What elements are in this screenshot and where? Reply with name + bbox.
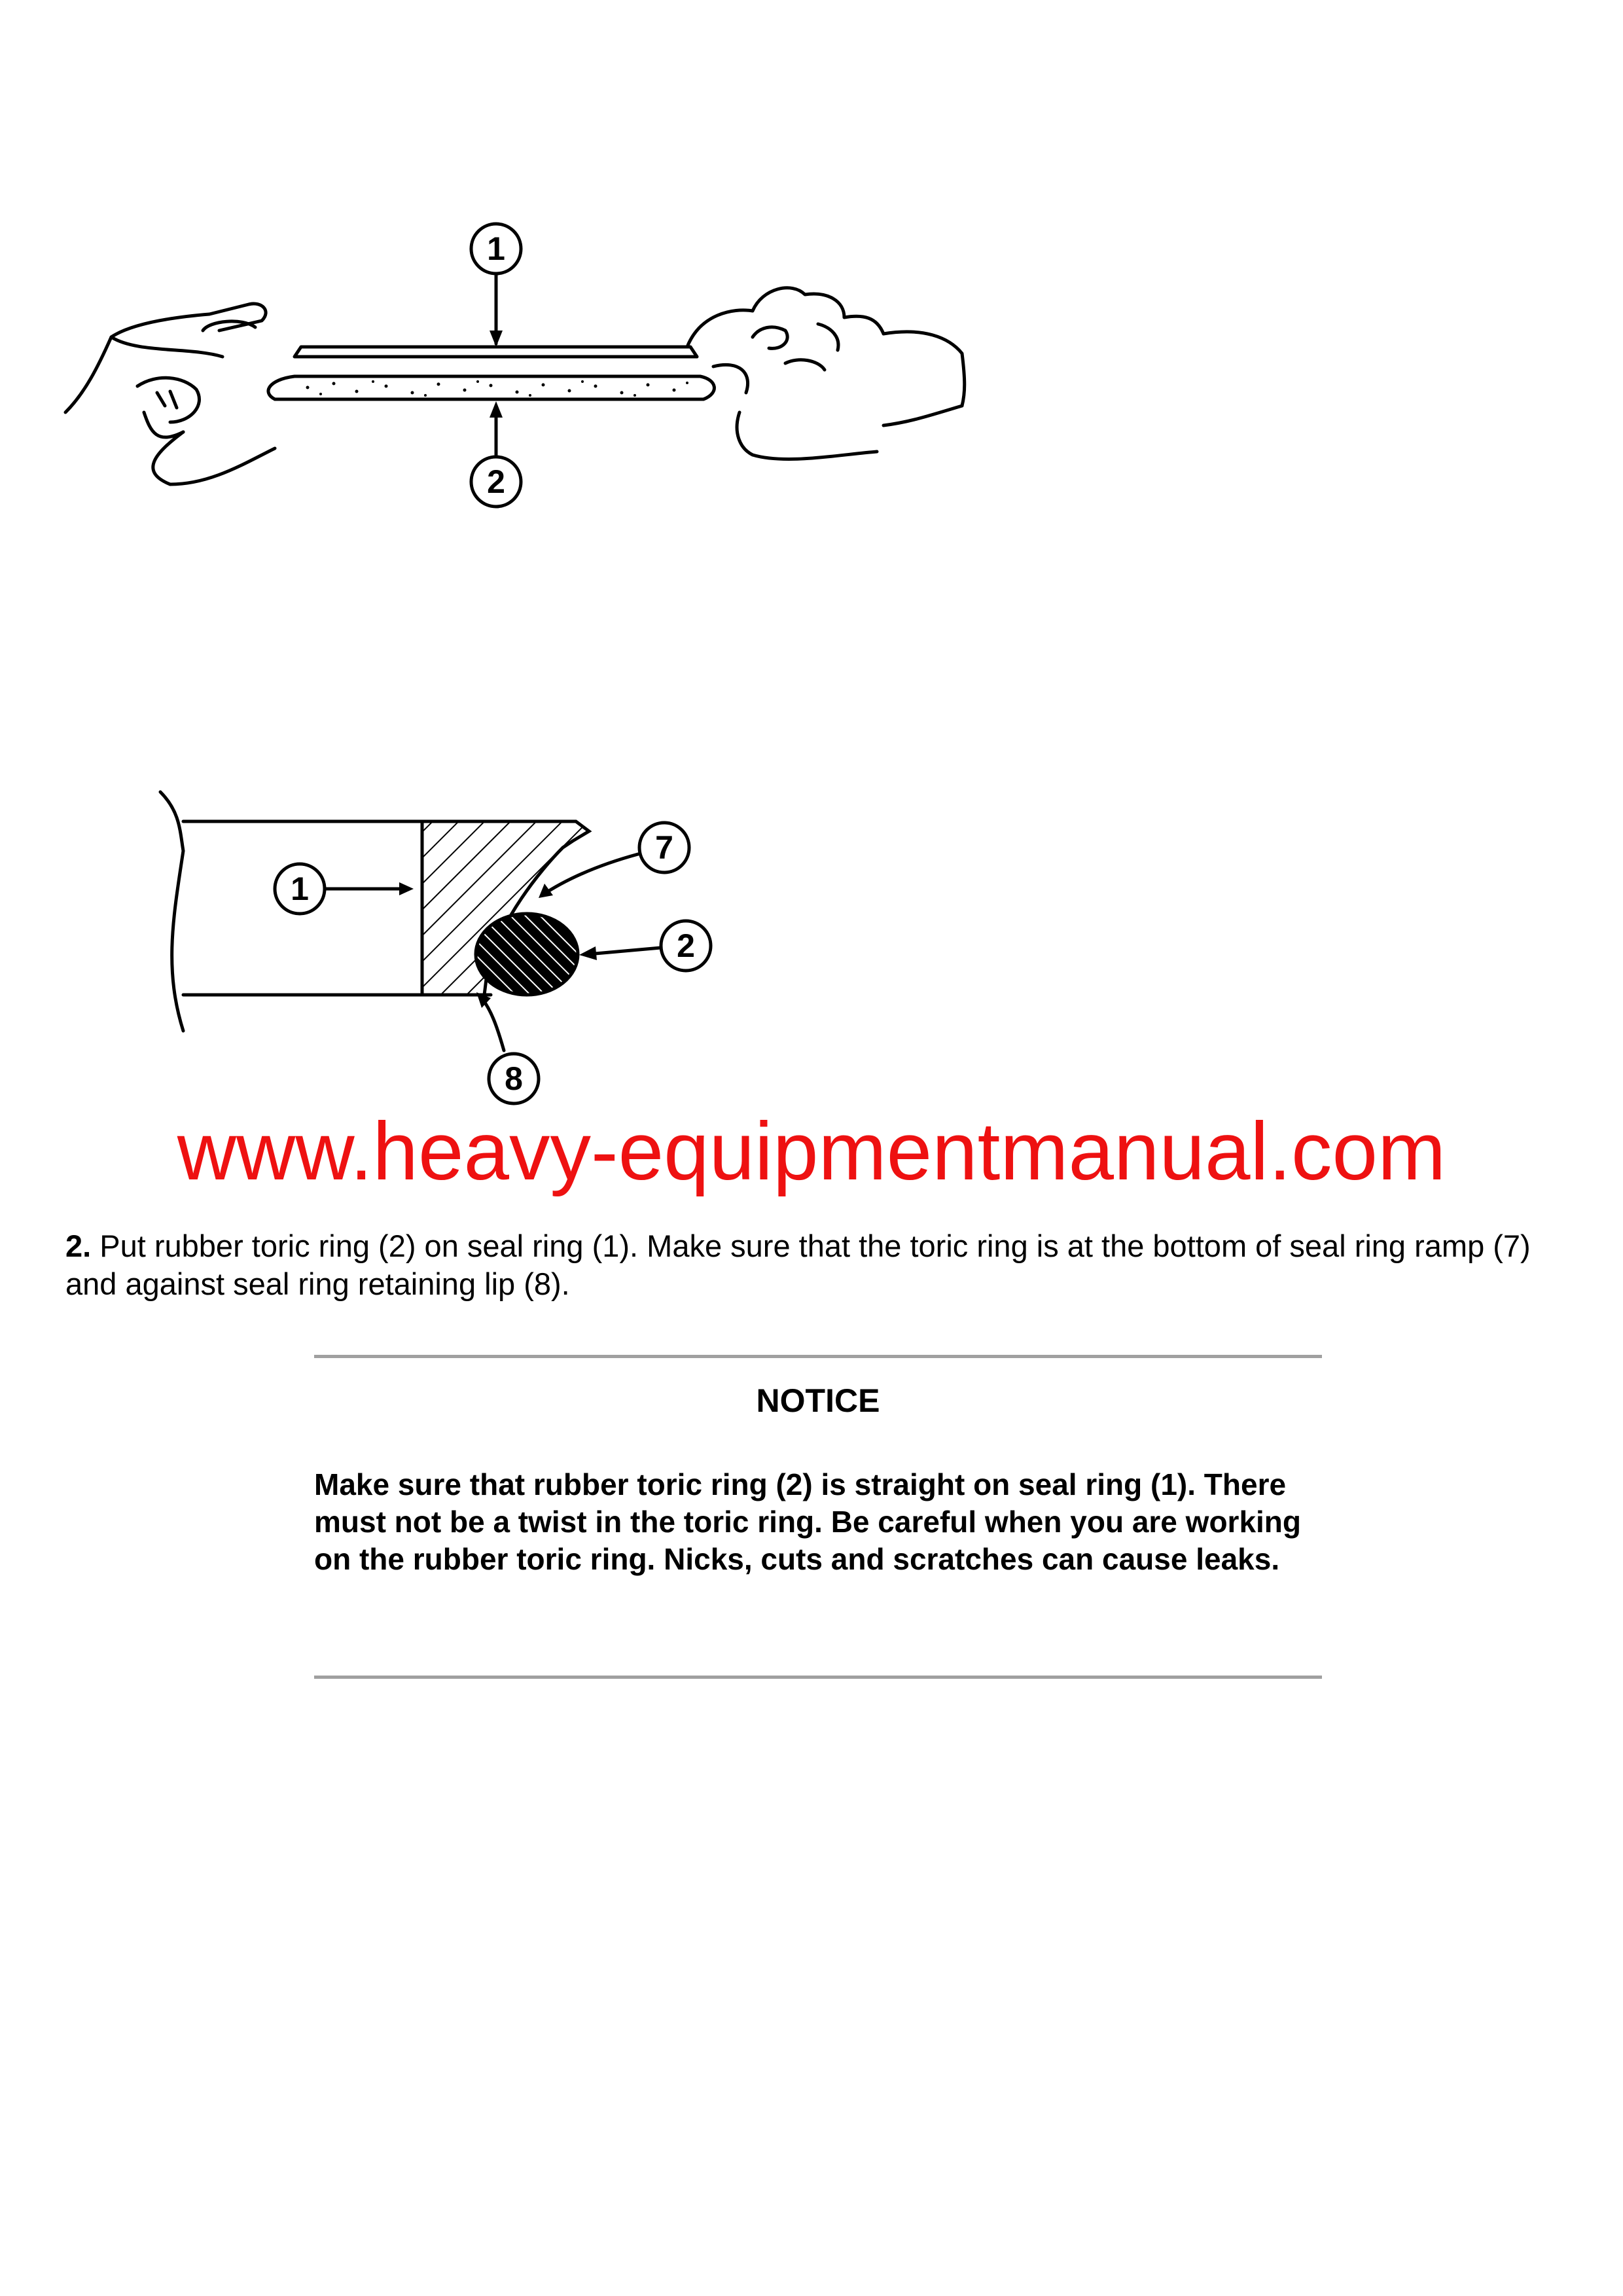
arrow-to-seal-ring [490, 331, 503, 347]
callout-label: 1 [487, 230, 505, 267]
callout-label: 1 [291, 870, 309, 907]
right-hand-outline [687, 288, 965, 406]
step-number: 2. [65, 1229, 92, 1263]
callout-1 [275, 864, 325, 914]
notice-bottom-divider [314, 1676, 1322, 1679]
callout-label: 7 [655, 829, 673, 866]
seal-ring [294, 347, 697, 357]
callout-8 [489, 1054, 539, 1103]
callout-label: 2 [677, 927, 695, 964]
callout-2 [661, 921, 711, 971]
step-text: Put rubber toric ring (2) on seal ring (1). Make sure that the toric ring is at the bottom of seal ring ramp (7) and against seal ring retaining lip (8). [65, 1229, 1531, 1301]
callout-1 [471, 224, 521, 274]
callout-label: 8 [505, 1060, 523, 1097]
seal-ring-illustration [59, 196, 975, 537]
cross-section-illustration [144, 772, 759, 1139]
toric-ring-section [476, 914, 578, 995]
figure-seal-ring-installation [59, 196, 975, 537]
housing-break-line [160, 792, 183, 1031]
notice-body: Make sure that rubber toric ring (2) is straight on seal ring (1). There must not be a twist in the toric ring. Be careful when you are working on the rubber toric ring. Nicks, cuts and scratches can cause leaks. [314, 1467, 1302, 1576]
callout-2 [471, 457, 521, 507]
watermark-url: www.heavy-equipmentmanual.com [177, 1106, 1446, 1197]
callout-label: 2 [487, 463, 505, 500]
notice-title: NOTICE [756, 1382, 880, 1419]
instruction-step [65, 1227, 1564, 1303]
arrow-to-toric-ring [490, 401, 503, 418]
callout-7 [639, 823, 689, 872]
toric-ring [268, 376, 714, 399]
figure-seal-ring-cross-section [144, 772, 759, 1139]
toric-ring-texture [306, 380, 689, 397]
notice-top-divider [314, 1355, 1322, 1358]
